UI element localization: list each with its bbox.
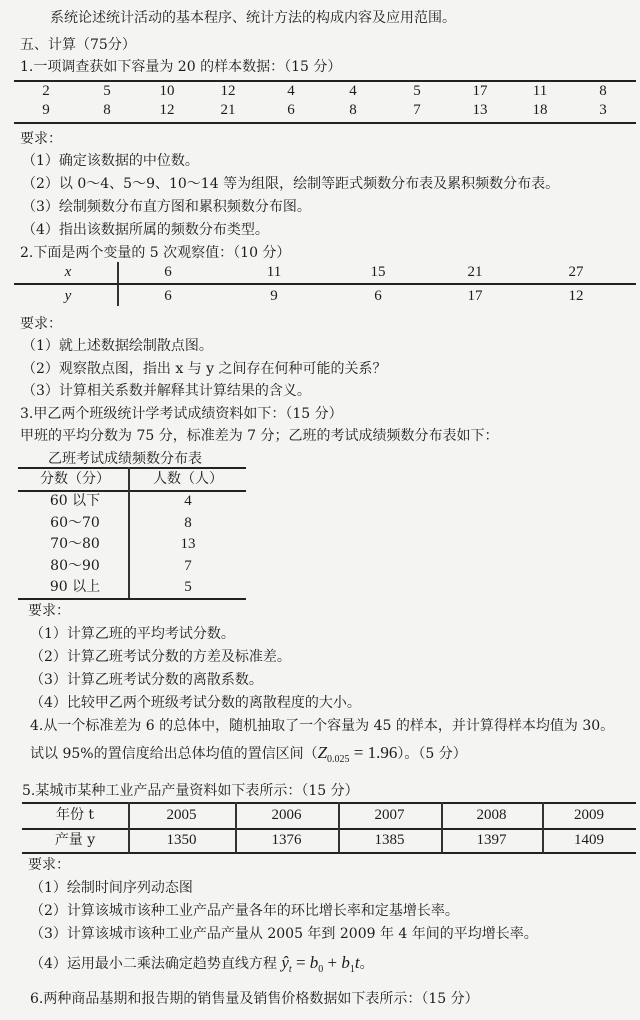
q1-req-3: （3）绘制频数分布直方图和累积频数分布图。 [22, 199, 311, 215]
table-rule [18, 467, 246, 469]
output-value: 1350 [166, 832, 197, 848]
q5-title: 5.某城市某种工业产品产量资料如下表所示：（15 分） [22, 783, 359, 799]
q5-row-label-output [22, 831, 128, 849]
intro-line: 系统论述统计活动的基本程序、统计方法的构成内容及应用范围。 [50, 10, 456, 26]
q3-description: 甲班的平均分数为 75 分，标准差为 7 分；乙班的考试成绩频数分布表如下： [20, 428, 499, 444]
output-value: 1409 [574, 832, 604, 848]
student-count: 8 [184, 514, 192, 531]
year-value: 2008 [476, 807, 507, 823]
q2-req-1: （1）就上述数据绘制散点图。 [22, 338, 213, 354]
score-range: 70～80 [50, 536, 100, 552]
sample-value: 12 [159, 102, 175, 118]
q3-header-count: 人数（人） [153, 471, 223, 487]
sample-value: 21 [220, 102, 236, 118]
sample-value: 5 [103, 83, 111, 99]
q3-req-2: （2）计算乙班考试分数的方差及标准差。 [30, 649, 291, 665]
score-range: 60～70 [50, 514, 100, 531]
q2-y-label: y [64, 288, 72, 304]
table-rule [22, 828, 636, 830]
z-value: = 1.96 [349, 743, 398, 762]
score-range: 90 以上 [49, 579, 101, 595]
q3-title: 3.甲乙两个班级统计学考试成绩资料如下：（15 分） [20, 406, 343, 422]
table-rule [14, 283, 636, 285]
output-label: 产量 y [54, 832, 96, 848]
q1-req-4: （4）指出该数据所属的频数分布类型。 [22, 222, 269, 238]
q3-req-3: （3）计算乙班考试分数的离散系数。 [30, 672, 263, 688]
x-value: 6 [164, 264, 172, 280]
score-range: 80～90 [50, 557, 100, 574]
q5-req-4-period: 。 [359, 956, 374, 972]
table-rule [22, 852, 636, 854]
sample-value: 7 [413, 102, 421, 118]
q2-requirements-label: 要求： [20, 316, 62, 332]
q5-req-3: （3）计算该城市该种工业产品产量从 2005 年到 2009 年 4 年间的平均增长率。 [30, 926, 538, 942]
x-value: 21 [467, 264, 483, 280]
sample-value: 8 [599, 83, 607, 99]
q2-req-2: （2）观察散点图，指出 x 与 y 之间存在何种可能的关系？ [22, 361, 387, 377]
q3-req-4: （4）比较甲乙两个班级考试分数的离散程度的大小。 [30, 695, 361, 711]
table-rule [18, 598, 246, 600]
sample-value: 5 [413, 83, 421, 99]
student-count: 7 [184, 557, 192, 574]
section-title: 五、计算（75分） [20, 37, 136, 53]
sample-value: 2 [42, 83, 50, 99]
q5-row-label-year [22, 806, 128, 824]
sample-value: 4 [287, 83, 295, 99]
y-value: 9 [270, 288, 278, 304]
year-value: 2005 [166, 807, 197, 823]
q5-req-2: （2）计算该城市该种工业产品产量各年的环比增长率和定基增长率。 [30, 903, 459, 919]
q4-line-2-prefix: 试以 95%的置信度给出总体均值的置信区间（ [30, 746, 318, 762]
q3-requirements-label: 要求： [28, 603, 70, 619]
table-rule [22, 802, 636, 804]
sample-value: 11 [532, 83, 548, 99]
x-value: 27 [568, 264, 584, 280]
q4-line-2 [30, 744, 467, 769]
sample-value: 3 [599, 102, 607, 118]
year-value: 2009 [574, 807, 604, 823]
sample-value: 10 [159, 83, 175, 99]
sample-value: 13 [472, 102, 488, 118]
sample-value: 12 [220, 83, 236, 99]
q1-req-2: （2）以 0～4、5～9、10～14 等为组限，绘制等距式频数分布表及累积频数分布表。 [22, 176, 560, 192]
q5-req-4-text: （4）运用最小二乘法确定趋势直线方程 [30, 956, 277, 972]
y-value: 12 [568, 288, 584, 304]
sample-value: 6 [287, 102, 295, 118]
q1-requirements-label: 要求： [20, 131, 62, 147]
q5-req-4 [30, 954, 374, 979]
q6-title: 6.两种商品基期和报告期的销售量及销售价格数据如下表所示：（15 分） [30, 991, 479, 1007]
student-count: 13 [180, 536, 196, 552]
sample-value: 4 [349, 83, 357, 99]
q2-req-3: （3）计算相关系数并解释其计算结果的含义。 [22, 383, 311, 399]
x-value: 11 [266, 264, 282, 280]
z-critical-value [317, 743, 398, 765]
year-value: 2006 [271, 807, 302, 823]
output-value: 1376 [271, 832, 302, 848]
score-range: 60 以下 [49, 493, 101, 509]
z-subscript: 0.025 [327, 754, 350, 765]
z-symbol: Z [317, 743, 328, 762]
sample-value: 18 [532, 102, 548, 118]
sample-value: 9 [42, 102, 50, 118]
q3-header-score: 分数（分） [40, 471, 110, 487]
q2-title: 2.下面是两个变量的 5 次观察值：（10 分） [20, 245, 291, 261]
trend-equation: $ŷ_t = b_0 + b_1t$ [281, 953, 360, 975]
q3-table-caption: 乙班考试成绩频数分布表 [48, 451, 202, 467]
sample-value: 8 [103, 102, 111, 118]
sample-value: 17 [472, 83, 488, 99]
q1-title: 1.一项调查获如下容量为 20 的样本数据：（15 分） [20, 59, 342, 75]
y-value: 17 [467, 288, 483, 304]
q4-line-1: 4.从一个标准差为 6 的总体中，随机抽取了一个容量为 45 的样本，并计算得样本均值为 30。 [30, 718, 615, 734]
q4-line-2-suffix: ）。（5 分） [397, 746, 467, 762]
sample-value: 8 [349, 102, 357, 118]
x-value: 15 [370, 264, 386, 280]
student-count: 4 [184, 493, 192, 509]
q2-x-label: x [64, 264, 72, 280]
q5-req-1: （1）绘制时间序列动态图 [30, 880, 193, 896]
year-label: 年份 t [55, 807, 95, 823]
q1-req-1: （1）确定该数据的中位数。 [22, 153, 199, 169]
y-value: 6 [164, 288, 172, 304]
year-value: 2007 [374, 807, 405, 823]
table-rule [14, 122, 636, 124]
student-count: 5 [184, 579, 192, 595]
output-value: 1397 [476, 832, 507, 848]
q5-requirements-label: 要求： [28, 857, 70, 873]
q3-req-1: （1）计算乙班的平均考试分数。 [30, 626, 235, 642]
output-value: 1385 [374, 832, 405, 848]
y-value: 6 [374, 288, 382, 304]
